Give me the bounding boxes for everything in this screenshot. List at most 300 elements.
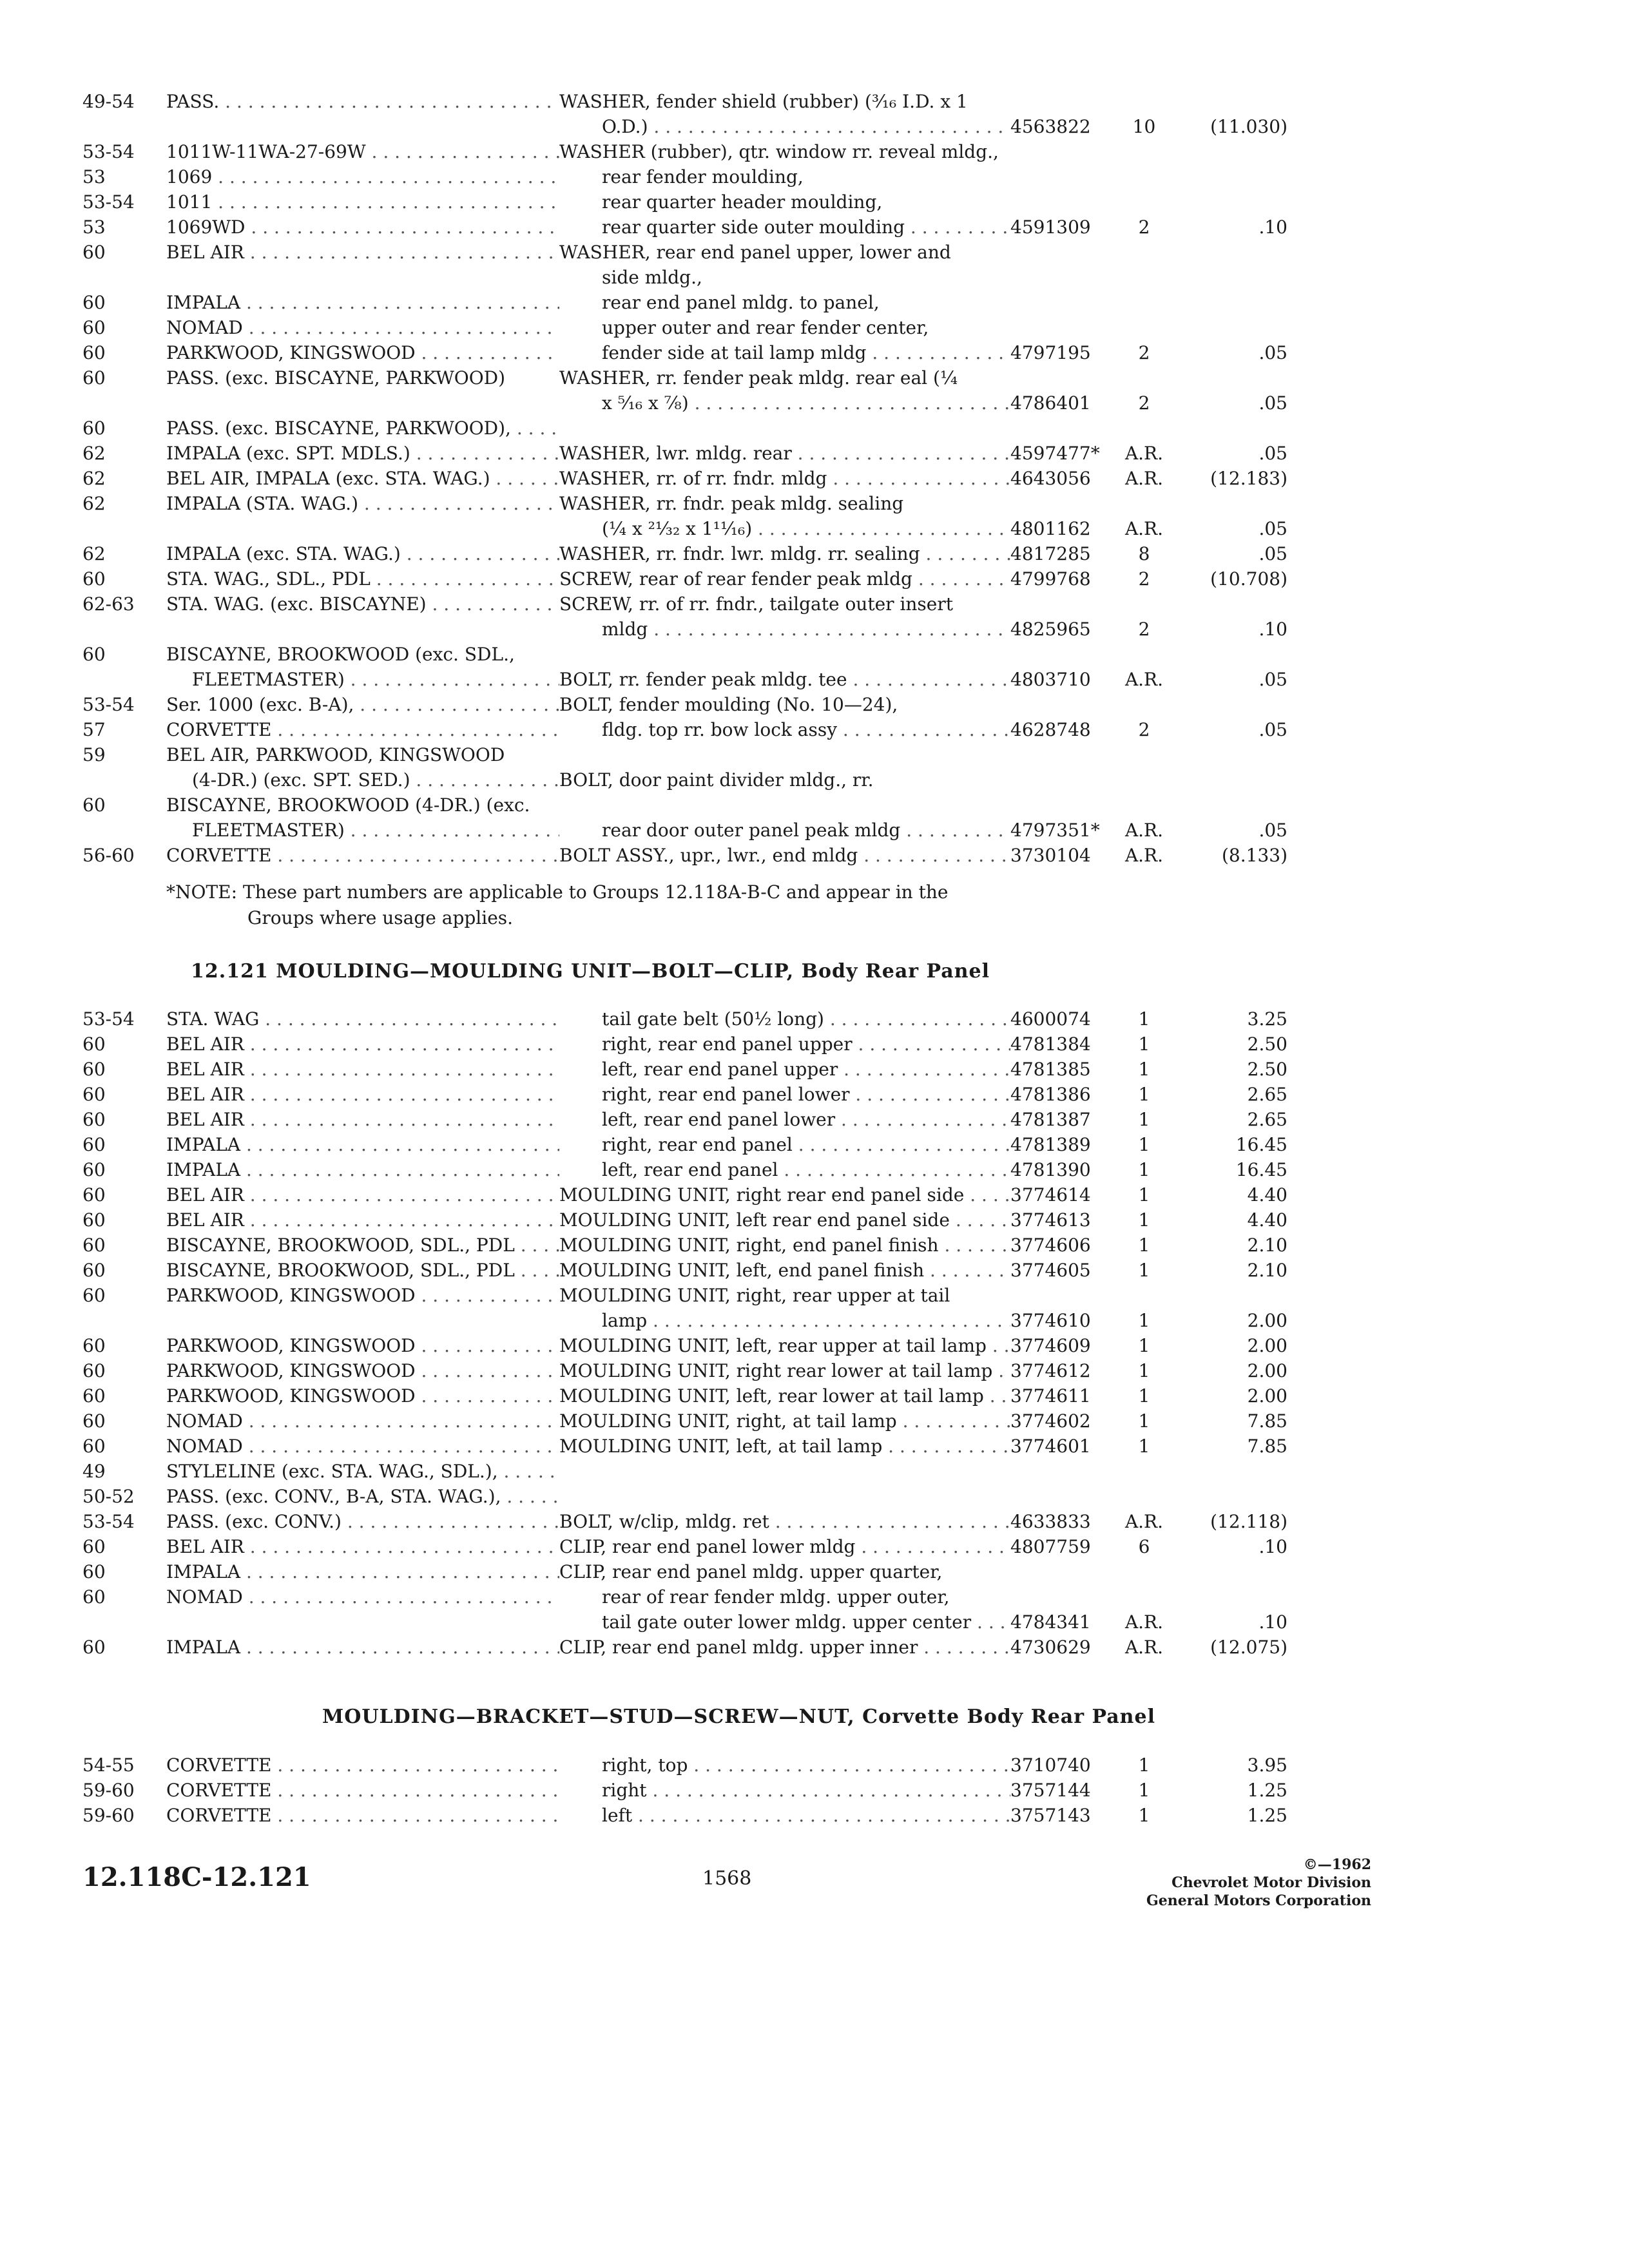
description-text: right, top . . .	[559, 1753, 1010, 1778]
year-range: 60	[82, 1285, 106, 1306]
description-text: upper outer and rear fender center,	[602, 317, 929, 338]
model-cell	[166, 1509, 559, 1534]
price: (10.708)	[1210, 568, 1287, 590]
model-text: IMPALA . . .	[166, 1132, 559, 1157]
description-text: BOLT, w/clip, mldg. ret . . .	[559, 1509, 1010, 1534]
model-text: IMPALA . . .	[166, 1559, 559, 1584]
parts-row	[0, 566, 1629, 591]
model-text: FLEETMASTER) . . .	[166, 818, 559, 843]
model-cell	[166, 642, 559, 692]
description-cell	[559, 164, 1010, 189]
price: 7.85	[1247, 1436, 1287, 1457]
price	[1178, 240, 1287, 265]
description-cell	[559, 1006, 1010, 1032]
parts-row	[0, 1132, 1629, 1157]
description-cell	[559, 1534, 1010, 1559]
model-text: Ser. 1000 (exc. B-A), . . .	[166, 692, 559, 717]
model-text: BISCAYNE, BROOKWOOD, SDL., PDL . . .	[166, 1258, 559, 1283]
model-cell	[166, 215, 559, 240]
model-cell	[166, 1333, 559, 1358]
description-cell	[559, 315, 1010, 340]
description-text: WASHER (rubber), qtr. window rr. reveal mldg.,	[559, 141, 999, 162]
model-cell	[166, 139, 559, 164]
model-cell	[166, 1032, 559, 1057]
year-range: 62	[82, 443, 106, 464]
quantity: 2	[1138, 719, 1150, 740]
parts-row	[0, 139, 1629, 164]
year-range: 49-54	[82, 91, 135, 112]
quantity: 8	[1138, 543, 1150, 564]
year-range: 59-60	[82, 1805, 135, 1826]
year-range: 62	[82, 493, 106, 514]
quantity: 1	[1138, 1360, 1150, 1381]
year-range: 62-63	[82, 593, 135, 615]
description-cell	[559, 290, 1010, 315]
description-text: WASHER, lwr. mldg. rear . . .	[559, 441, 1010, 466]
description-cell	[559, 843, 1010, 868]
description-cell	[559, 1753, 1010, 1778]
model-cell	[166, 1132, 559, 1157]
price: 2.00	[1247, 1335, 1287, 1356]
part-number: 4807759	[1010, 1536, 1091, 1557]
model-text: PARKWOOD, KINGSWOOD . . .	[166, 1333, 559, 1358]
model-cell	[166, 1182, 559, 1207]
parts-row	[0, 89, 1629, 139]
year-range: 62	[82, 543, 106, 564]
part-number: 3774601	[1010, 1436, 1091, 1457]
year-range: 59	[82, 744, 106, 765]
description-text: left, rear end panel upper . . .	[559, 1057, 1010, 1082]
description-cell	[559, 1207, 1010, 1233]
description-cell	[559, 1803, 1010, 1828]
note-line-1: *NOTE: These part numbers are applicable to Groups 12.118A-B-C and appear in the	[166, 881, 949, 903]
description-text	[559, 793, 1010, 818]
quantity: 1	[1138, 1109, 1150, 1130]
year-range: 60	[82, 1159, 106, 1180]
year-range: 60	[82, 644, 106, 665]
part-number: 4600074	[1010, 1008, 1091, 1030]
model-text: BISCAYNE, BROOKWOOD, SDL., PDL . . .	[166, 1233, 559, 1258]
parts-row	[0, 1333, 1629, 1358]
description-cell	[559, 1107, 1010, 1132]
year-range: 53-54	[82, 191, 135, 213]
model-text: IMPALA . . .	[166, 1157, 559, 1182]
description-cell	[559, 1333, 1010, 1358]
model-text: BEL AIR . . .	[166, 1082, 559, 1107]
price: 3.95	[1247, 1754, 1287, 1776]
quantity: 1	[1138, 1235, 1150, 1256]
price: 2.00	[1247, 1385, 1287, 1407]
note-line-2: Groups where usage applies.	[247, 907, 514, 928]
year-range: 53	[82, 166, 106, 187]
quantity: 1	[1138, 1084, 1150, 1105]
quantity: 1	[1138, 1805, 1150, 1826]
corporation-name: General Motors Corporation	[1146, 1892, 1371, 1909]
quantity: 1	[1138, 1184, 1150, 1206]
model-text: BEL AIR . . .	[166, 1057, 559, 1082]
model-text: NOMAD . . .	[166, 1584, 559, 1610]
description-cell	[559, 1778, 1010, 1803]
price: .10	[1258, 619, 1287, 640]
model-text: PASS. . . .	[166, 89, 559, 114]
parts-row	[0, 793, 1629, 843]
model-cell	[166, 1484, 559, 1509]
year-range: 60	[82, 1586, 106, 1608]
year-range: 60	[82, 1335, 106, 1356]
parts-row	[0, 1484, 1629, 1509]
year-range: 60	[82, 1637, 106, 1658]
description-text	[559, 742, 1010, 767]
year-range: 60	[82, 1084, 106, 1105]
model-text: PARKWOOD, KINGSWOOD . . .	[166, 340, 559, 365]
description-cell	[559, 692, 1010, 717]
price: (12.075)	[1210, 1637, 1287, 1658]
copyright-block	[1146, 1856, 1371, 1910]
price: (11.030)	[1210, 116, 1287, 137]
parts-row	[0, 1459, 1629, 1484]
part-number: 3774606	[1010, 1235, 1091, 1256]
parts-row	[0, 692, 1629, 717]
model-text: IMPALA . . .	[166, 1635, 559, 1660]
description-text: side mldg.,	[602, 267, 702, 288]
year-range: 53-54	[82, 694, 135, 715]
model-text: BEL AIR, PARKWOOD, KINGSWOOD	[166, 744, 505, 765]
price: 7.85	[1247, 1410, 1287, 1432]
quantity: A.R.	[1124, 820, 1164, 841]
description-text	[559, 1459, 1010, 1484]
description-cell	[559, 1509, 1010, 1534]
price: 2.10	[1247, 1260, 1287, 1281]
price: 2.10	[1247, 1235, 1287, 1256]
price: (8.133)	[1221, 845, 1287, 866]
year-range: 60	[82, 1209, 106, 1231]
part-number: 3774613	[1010, 1209, 1091, 1231]
parts-row	[0, 1408, 1629, 1434]
quantity: 2	[1138, 342, 1150, 363]
year-range: 60	[82, 1561, 106, 1582]
year-range: 57	[82, 719, 106, 740]
model-text: BISCAYNE, BROOKWOOD (exc. SDL.,	[166, 644, 515, 665]
model-cell	[166, 290, 559, 315]
model-text: BEL AIR . . .	[166, 1534, 559, 1559]
model-text: NOMAD . . .	[166, 1408, 559, 1434]
description-text: tail gate belt (50½ long) . . .	[559, 1006, 1010, 1032]
quantity: 1	[1138, 1780, 1150, 1801]
quantity: 1	[1138, 1436, 1150, 1457]
description-cell	[559, 139, 1010, 164]
part-number: 3774602	[1010, 1410, 1091, 1432]
price: 1.25	[1247, 1805, 1287, 1826]
year-range: 53-54	[82, 1008, 135, 1030]
parts-row	[0, 1258, 1629, 1283]
model-cell	[166, 1207, 559, 1233]
model-cell	[166, 1358, 559, 1383]
model-cell	[166, 1559, 559, 1584]
part-number: 4781390	[1010, 1159, 1091, 1180]
model-text: BEL AIR, IMPALA (exc. STA. WAG.) . . .	[166, 466, 559, 491]
part-number: 4591309	[1010, 216, 1091, 238]
model-cell	[166, 717, 559, 742]
model-text: 1069WD . . .	[166, 215, 559, 240]
price: 3.25	[1247, 1008, 1287, 1030]
part-number: 3774605	[1010, 1260, 1091, 1281]
part-number	[1010, 240, 1110, 265]
division-name: Chevrolet Motor Division	[1171, 1874, 1371, 1891]
quantity: 6	[1138, 1536, 1150, 1557]
parts-row	[0, 1635, 1629, 1660]
year-range: 53-54	[82, 141, 135, 162]
description-cell	[559, 742, 1010, 793]
year-range: 53-54	[82, 1511, 135, 1532]
model-cell	[166, 416, 559, 441]
price: 16.45	[1235, 1134, 1287, 1155]
section-body-rear-panel	[0, 1006, 1629, 1660]
year-range: 60	[82, 1235, 106, 1256]
description-text: WASHER, fender shield (rubber) (³⁄₁₆ I.D. x 1	[559, 91, 968, 112]
year-range: 54-55	[82, 1754, 135, 1776]
year-range: 60	[82, 1385, 106, 1407]
parts-row	[0, 642, 1629, 692]
group-code: 12.118C-12.121	[82, 1862, 311, 1892]
model-cell	[166, 591, 559, 617]
year-range: 50-52	[82, 1486, 135, 1507]
price: .05	[1258, 669, 1287, 690]
part-number: 4628748	[1010, 719, 1091, 740]
part-number: 3710740	[1010, 1754, 1091, 1776]
part-number: 4786401	[1010, 392, 1091, 414]
description-text: right, rear end panel . . .	[559, 1132, 1010, 1157]
model-cell	[166, 240, 559, 265]
section-corvette-rear-panel	[0, 1753, 1629, 1828]
year-range: 60	[82, 342, 106, 363]
model-cell	[166, 793, 559, 843]
quantity	[1110, 240, 1178, 265]
description-cell	[559, 89, 1010, 139]
quantity: 2	[1138, 392, 1150, 414]
model-text: 1011W-11WA-27-69W . . .	[166, 139, 559, 164]
model-cell	[166, 1584, 559, 1610]
parts-row	[0, 340, 1629, 365]
model-text: CORVETTE . . .	[166, 1778, 559, 1803]
description-text: BOLT ASSY., upr., lwr., end mldg . . .	[559, 843, 1010, 868]
model-cell	[166, 1635, 559, 1660]
quantity: 2	[1138, 216, 1150, 238]
model-cell	[166, 1258, 559, 1283]
year-range: 60	[82, 1260, 106, 1281]
year-range: 60	[82, 1436, 106, 1457]
price: 2.50	[1247, 1059, 1287, 1080]
parts-row	[0, 717, 1629, 742]
model-text: PARKWOOD, KINGSWOOD . . .	[166, 1383, 559, 1408]
model-text: 1011 . . .	[166, 189, 559, 215]
description-text: WASHER, rear end panel upper, lower and	[559, 242, 951, 263]
quantity: A.R.	[1124, 1511, 1164, 1532]
parts-row	[0, 1032, 1629, 1057]
model-cell	[166, 1107, 559, 1132]
description-cell	[559, 1559, 1010, 1584]
parts-row	[0, 1082, 1629, 1107]
parts-row	[0, 1383, 1629, 1408]
description-cell	[559, 1082, 1010, 1107]
price: 2.00	[1247, 1310, 1287, 1331]
model-text: PARKWOOD, KINGSWOOD . . .	[166, 1358, 559, 1383]
year-range: 60	[82, 794, 106, 816]
model-cell	[166, 541, 559, 566]
quantity: 1	[1138, 1209, 1150, 1231]
quantity: A.R.	[1124, 1637, 1164, 1658]
year-range: 60	[82, 1134, 106, 1155]
parts-row	[0, 215, 1629, 240]
parts-row	[0, 591, 1629, 642]
part-number: 4803710	[1010, 669, 1091, 690]
part-number: 3757144	[1010, 1780, 1091, 1801]
description-cell	[559, 566, 1010, 591]
quantity: 1	[1138, 1410, 1150, 1432]
year-range: 60	[82, 1184, 106, 1206]
description-cell	[559, 541, 1010, 566]
model-text: PARKWOOD, KINGSWOOD . . .	[166, 1283, 559, 1308]
model-text: PASS. (exc. BISCAYNE, PARKWOOD), . . .	[166, 416, 559, 441]
price: .05	[1258, 392, 1287, 414]
description-cell	[559, 1358, 1010, 1383]
model-cell	[166, 1157, 559, 1182]
price: 2.65	[1247, 1109, 1287, 1130]
model-cell	[166, 491, 559, 516]
model-cell	[166, 1778, 559, 1803]
description-text: SCREW, rr. of rr. fndr., tailgate outer insert	[559, 593, 954, 615]
model-text: CORVETTE . . .	[166, 843, 559, 868]
model-cell	[166, 692, 559, 717]
parts-row	[0, 1283, 1629, 1333]
part-number: 3774609	[1010, 1335, 1091, 1356]
parts-row	[0, 1233, 1629, 1258]
description-text: tail gate outer lower mldg. upper center . . .	[559, 1610, 1010, 1635]
parts-row	[0, 1584, 1629, 1635]
model-cell	[166, 1803, 559, 1828]
model-cell	[166, 1383, 559, 1408]
quantity: 1	[1138, 1033, 1150, 1055]
price: 4.40	[1247, 1184, 1287, 1206]
year-range: 60	[82, 242, 106, 263]
price	[1178, 742, 1287, 767]
description-text: left, rear end panel lower . . .	[559, 1107, 1010, 1132]
year-range: 60	[82, 1059, 106, 1080]
description-text: BOLT, rr. fender peak mldg. tee . . .	[559, 667, 1010, 692]
quantity: A.R.	[1124, 468, 1164, 489]
description-text: CLIP, rear end panel mldg. upper inner . . .	[559, 1635, 1010, 1660]
description-text: right, rear end panel upper . . .	[559, 1032, 1010, 1057]
description-text: left, rear end panel . . .	[559, 1157, 1010, 1182]
parts-row	[0, 1434, 1629, 1459]
quantity: A.R.	[1124, 518, 1164, 539]
year-range: 60	[82, 418, 106, 439]
parts-row	[0, 541, 1629, 566]
description-text: rear door outer panel peak mldg . . .	[559, 818, 1010, 843]
description-text: MOULDING UNIT, right rear end panel side . . .	[559, 1182, 1010, 1207]
description-text: MOULDING UNIT, right rear lower at tail lamp . . .	[559, 1358, 1010, 1383]
description-cell	[559, 1635, 1010, 1660]
parts-row	[0, 1803, 1629, 1828]
model-text: IMPALA . . .	[166, 290, 559, 315]
description-cell	[559, 793, 1010, 843]
description-text	[559, 1484, 1010, 1509]
description-cell	[559, 1283, 1010, 1333]
quantity: 2	[1138, 568, 1150, 590]
parts-row	[0, 240, 1629, 290]
part-number: 4781384	[1010, 1033, 1091, 1055]
description-cell	[559, 717, 1010, 742]
description-cell	[559, 441, 1010, 466]
year-range: 60	[82, 568, 106, 590]
description-cell	[559, 340, 1010, 365]
year-range: 56-60	[82, 845, 135, 866]
model-cell	[166, 566, 559, 591]
quantity: A.R.	[1124, 669, 1164, 690]
quantity: 1	[1138, 1159, 1150, 1180]
description-text: CLIP, rear end panel lower mldg . . .	[559, 1534, 1010, 1559]
part-number: 4799768	[1010, 568, 1091, 590]
description-text: WASHER, rr. fender peak mldg. rear eal (¼	[559, 367, 958, 389]
model-text: (4-DR.) (exc. SPT. SED.) . . .	[166, 767, 559, 793]
model-cell	[166, 164, 559, 189]
model-text: PASS. (exc. CONV.) . . .	[166, 1509, 559, 1534]
description-text: O.D.) . . .	[559, 114, 1010, 139]
part-number: 4797351*	[1010, 820, 1100, 841]
parts-row	[0, 365, 1629, 416]
description-cell	[559, 1132, 1010, 1157]
description-text: MOULDING UNIT, right, rear upper at tail	[559, 1285, 950, 1306]
model-text: CORVETTE . . .	[166, 717, 559, 742]
parts-row	[0, 1057, 1629, 1082]
price: .10	[1258, 1611, 1287, 1633]
description-text: mldg . . .	[559, 617, 1010, 642]
model-text: BEL AIR . . .	[166, 1207, 559, 1233]
price: 2.50	[1247, 1033, 1287, 1055]
description-cell	[559, 1057, 1010, 1082]
price: .05	[1258, 342, 1287, 363]
year-range: 60	[82, 317, 106, 338]
model-cell	[166, 466, 559, 491]
description-text: x ⁵⁄₁₆ x ⁷⁄₈) . . .	[559, 390, 1010, 416]
parts-row	[0, 189, 1629, 215]
quantity: A.R.	[1124, 845, 1164, 866]
parts-row	[0, 1559, 1629, 1584]
year-range: 60	[82, 367, 106, 389]
model-text: CORVETTE . . .	[166, 1753, 559, 1778]
model-text: BEL AIR . . .	[166, 1032, 559, 1057]
model-text: STA. WAG . . .	[166, 1006, 559, 1032]
part-number	[1010, 742, 1110, 767]
description-cell	[559, 1383, 1010, 1408]
description-cell	[559, 365, 1010, 416]
description-cell	[559, 1157, 1010, 1182]
model-text: STA. WAG. (exc. BISCAYNE) . . .	[166, 591, 559, 617]
quantity: 10	[1132, 116, 1156, 137]
model-text: PASS. (exc. BISCAYNE, PARKWOOD)	[166, 367, 506, 389]
description-text: (¼ x ²¹⁄₃₂ x 1¹¹⁄₁₆) . . .	[559, 516, 1010, 541]
price: .05	[1258, 518, 1287, 539]
model-text: NOMAD . . .	[166, 1434, 559, 1459]
description-text: rear end panel mldg. to panel,	[602, 292, 880, 313]
part-number: 4563822	[1010, 116, 1091, 137]
description-cell	[559, 189, 1010, 215]
quantity: A.R.	[1124, 1611, 1164, 1633]
quantity: 2	[1138, 619, 1150, 640]
parts-row	[0, 1778, 1629, 1803]
model-text: IMPALA (exc. SPT. MDLS.) . . .	[166, 441, 559, 466]
description-text: right, rear end panel lower . . .	[559, 1082, 1010, 1107]
price: 2.65	[1247, 1084, 1287, 1105]
